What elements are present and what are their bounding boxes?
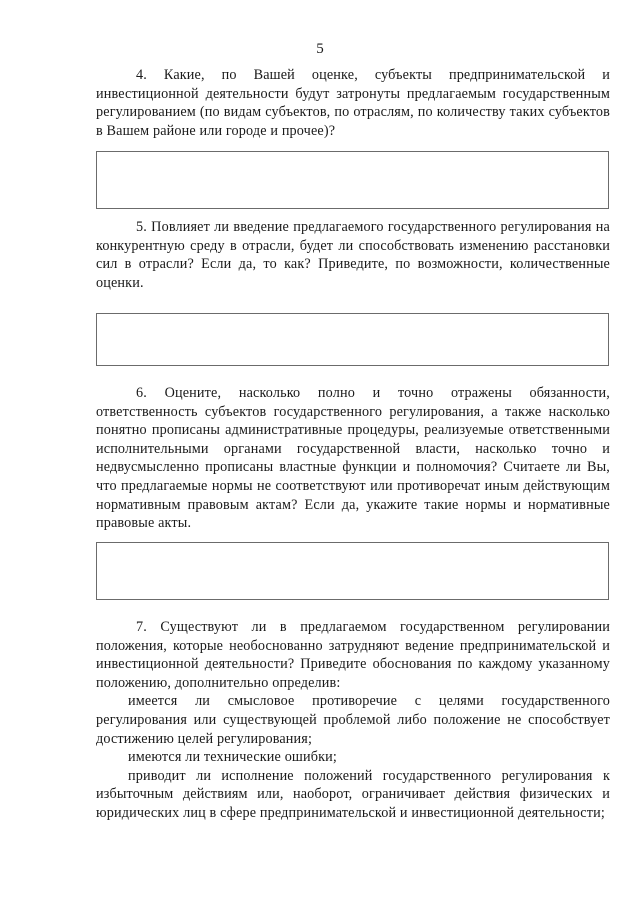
page-number: 5 bbox=[316, 41, 324, 57]
question-5-text: 5. Повлияет ли введение предлагаемого государственного регулирования на конкурентную среду в отрасли, будет ли способствовать изменению расстановки сил в отрасли? Если да, то как? Приведите, по возможности, количественные оценки. bbox=[96, 219, 610, 291]
question-7 bbox=[96, 618, 610, 823]
question-6 bbox=[96, 384, 610, 533]
question-4 bbox=[96, 66, 610, 140]
question-4-text: 4. Какие, по Вашей оценке, субъекты предпринимательской и инвестиционной деятельности будут затронуты предлагаемым государственным регулированием (по видам субъектов, по отраслям, по количеству таких субъектов в Вашем районе или городе и прочее)? bbox=[96, 67, 610, 139]
question-7-item: имеются ли технические ошибки; bbox=[128, 749, 337, 766]
question-7-item: имеется ли смысловое противоречие с целями государственного регулирования или существующей проблемой либо положение не способствует достижению целей регулирования; bbox=[96, 693, 610, 747]
answer-field-question-5[interactable] bbox=[96, 313, 609, 366]
question-7-item: приводит ли исполнение положений государственного регулирования к избыточным действиям или, наоборот, ограничивает действия физических и юридических лиц в сфере предпринимательской и инвестиционной деятельности; bbox=[96, 767, 610, 821]
question-7-text: 7. Существуют ли в предлагаемом государственном регулировании положения, которые необоснованно затрудняют ведение предпринимательской и инвестиционной деятельности? Приведите обоснования по каждому указанному положению, дополнительно определив: bbox=[96, 619, 610, 691]
question-5 bbox=[96, 218, 610, 292]
answer-field-question-4[interactable] bbox=[96, 151, 609, 209]
answer-field-question-6[interactable] bbox=[96, 542, 609, 600]
question-6-text: 6. Оцените, насколько полно и точно отражены обязанности, ответственность субъектов государственного регулирования, а также насколько понятно прописаны административные процедуры, реализуемые ответственными исполнительными органами государственной власти, насколько точно и недвусмысленно прописаны властные функции и полномочия? Считаете ли Вы, что предлагаемые нормы не соответствуют или противоречат иным действующим нормативным правовым актам? Если да, укажите такие нормы и нормативные правовые акты. bbox=[96, 385, 610, 532]
